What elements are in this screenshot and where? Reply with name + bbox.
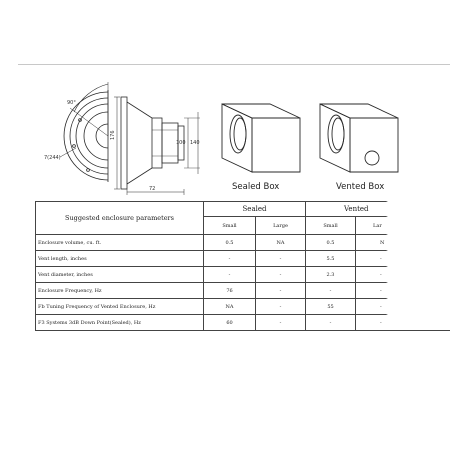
height-inner-label: 100 [176,140,186,146]
param-cell: Vent length, inches [36,251,204,267]
param-cell: Fb Tuning Frequency of Vented Enclosure, Hz [36,299,204,315]
sealed-small-cell: - [204,251,256,267]
angle-label: 90° [67,100,76,106]
vented-small-cell: - [306,315,356,331]
table-title: Suggested enclosure parameters [36,202,204,235]
sealed-box-label: Sealed Box [232,182,280,192]
group-sealed: Sealed [204,202,306,217]
sub-sealed-large: Large [256,217,306,235]
speaker-front-view [60,82,108,182]
vented-large-cell: - [356,315,450,331]
vented-large-cell: - [356,299,450,315]
bolt-hole-label: 7(244) [44,155,61,161]
sealed-large-cell: - [256,315,306,331]
sealed-large-cell: - [256,299,306,315]
speaker-side-view [114,97,200,195]
sealed-large-cell: - [256,283,306,299]
vented-large-cell: - [356,283,450,299]
sealed-small-cell: NA [204,299,256,315]
sealed-large-cell: - [256,251,306,267]
sub-vented-small: Small [306,217,356,235]
sealed-small-cell: 76 [204,283,256,299]
vented-small-cell: 0.5 [306,235,356,251]
sub-sealed-small: Small [204,217,256,235]
vented-box-label: Vented Box [336,182,385,192]
vented-small-cell: - [306,283,356,299]
height-right-label: 140 [190,140,200,146]
sealed-small-cell: - [204,267,256,283]
sealed-large-cell: - [256,267,306,283]
sub-vented-large: Lar [356,217,450,235]
sealed-small-cell: 0.5 [204,235,256,251]
sealed-box-drawing [222,104,300,172]
group-vented: Vented [306,202,450,217]
vented-large-cell: - [356,251,450,267]
vented-small-cell: 55 [306,299,356,315]
depth-label: 72 [149,186,156,192]
vented-small-cell: 2.3 [306,267,356,283]
sealed-small-cell: 60 [204,315,256,331]
param-cell: Vent diameter, inches [36,267,204,283]
param-cell: Enclosure Frequency, Hz [36,283,204,299]
param-cell: F3 Systems 3dB Down Point(Sealed), Hz [36,315,204,331]
vented-small-cell: 5.5 [306,251,356,267]
height-outer-label: 176 [110,130,116,140]
page-edge-crop [386,195,450,330]
vented-large-cell: - [356,267,450,283]
vented-large-cell: N [356,235,450,251]
param-cell: Enclosure volume, cu. ft. [36,235,204,251]
vented-box-drawing [320,104,398,172]
sealed-large-cell: NA [256,235,306,251]
